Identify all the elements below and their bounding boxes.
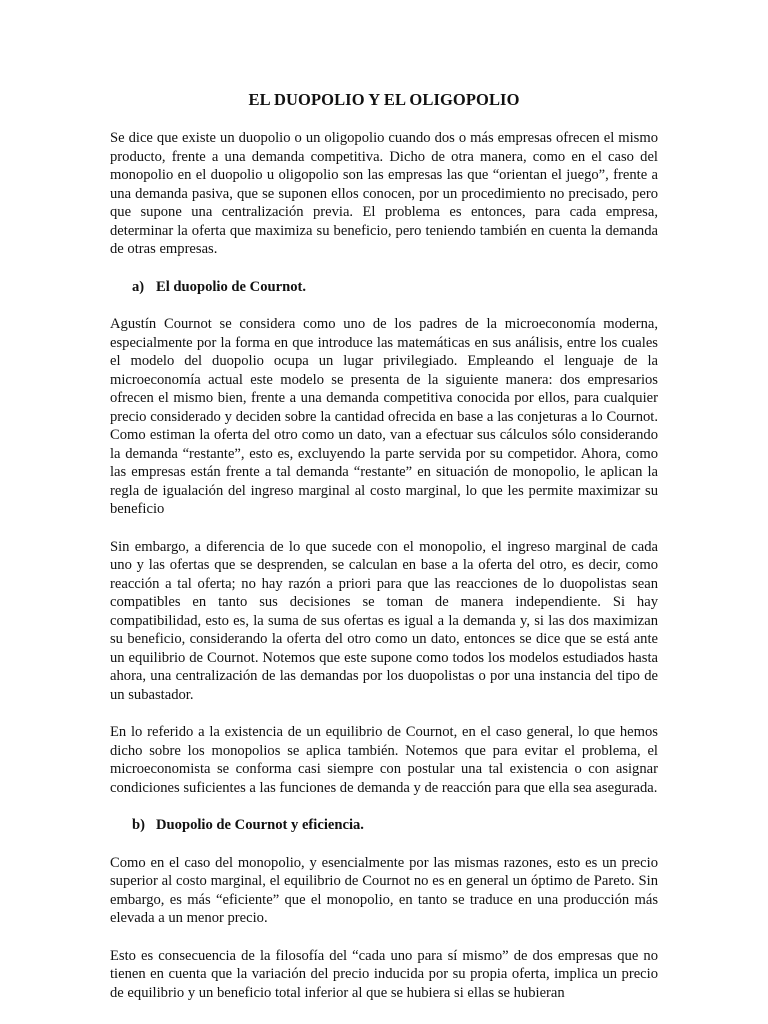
section-a-paragraph-1: Agustín Cournot se considera como uno de los padres de la microeconomía moderna, especialmente por la forma en que introduce las matemáticas en sus análisis, entre los cuales el modelo del duopolio ocupa un lugar privilegiado. Empleando el lenguaje de la microeconomía actual este modelo se presenta de la siguiente manera: dos empresarios ofrecen el mismo bien, frente a una demanda competitiva conocida por ellos, para cualquier precio considerado y deciden sobre la cantidad ofrecida en base a las conjeturas a lo Cournot. Como estiman la oferta del otro como un dato, van a efectuar sus cálculos sólo considerando la demanda “restante”, esto es, excluyendo la parte servida por su competidor. Ahora, como las empresas están frente a tal demanda “restante” en situación de monopolio, le aplican la regla de igualación del ingreso marginal al costo marginal, lo que les permite maximizar su beneficio (110, 316, 658, 517)
section-a-heading (110, 278, 658, 297)
document-page (110, 90, 658, 1002)
section-a-paragraph-2: Sin embargo, a diferencia de lo que sucede con el monopolio, el ingreso marginal de cada uno y las ofertas que se desprenden, se calculan en base a la oferta del otro, es decir, como reacción a tal oferta; no hay razón a priori para que las reacciones de lo duopolistas sean compatibles en tanto sus decisiones se toman de manera independiente. Si hay compatibilidad, esto es, la suma de sus ofertas es igual a la demanda y, si las dos maximizan su beneficio, considerando la oferta del otro como un dato, entonces se dice que se está ante un equilibrio de Cournot. Notemos que este supone como todos los modelos estudiados hasta ahora, una centralización de las demandas por los duopolistas o por una instancia del tipo de un subastador. (110, 538, 658, 703)
section-b-marker: b) (132, 817, 145, 833)
section-a-marker: a) (132, 278, 145, 295)
intro-paragraph: Se dice que existe un duopolio o un oligopolio cuando dos o más empresas ofrecen el mismo producto, frente a una demanda competitiva. Dicho de otra manera, como en el caso del monopolio en el duopolio u oligopolio son las empresas las que “orientan el juego”, frente a una demanda pasiva, que se suponen ellos conocen, por un procedimiento no precisado, pero que supone una centralización previa. El problema es entonces, para cada empresa, determinar la oferta que maximiza su beneficio, pero teniendo también en cuenta la demanda de otras empresas. (110, 130, 658, 257)
section-a-title: El duopolio de Cournot. (156, 278, 307, 295)
document-title: EL DUOPOLIO Y EL OLIGOPOLIO (248, 90, 520, 109)
section-b-title: Duopolio de Cournot y eficiencia. (156, 817, 364, 833)
section-b-paragraph-1: Como en el caso del monopolio, y esencialmente por las mismas razones, esto es un precio superior al costo marginal, el equilibrio de Cournot no es en general un óptimo de Pareto. Sin embargo, es más “eficiente” que el monopolio, en tanto se traduce en una producción más elevada a un menor precio. (110, 854, 658, 926)
section-b-paragraph-2: Esto es consecuencia de la filosofía del “cada uno para sí mismo” de dos empresas que no tienen en cuenta que la variación del precio inducida por su propia oferta, implica un precio de equilibrio y un beneficio total inferior al que se hubiera si ellas se hubieran (110, 947, 658, 1001)
section-a-paragraph-3: En lo referido a la existencia de un equilibrio de Cournot, en el caso general, lo que hemos dicho sobre los monopolios se aplica también. Notemos que para evitar el problema, el microeconomista se conforma casi siempre con postular una tal existencia o con asignar condiciones suficientes a las funciones de demanda y de reacción para que ella sea asegurada. (110, 724, 658, 796)
section-b-heading (110, 816, 658, 835)
